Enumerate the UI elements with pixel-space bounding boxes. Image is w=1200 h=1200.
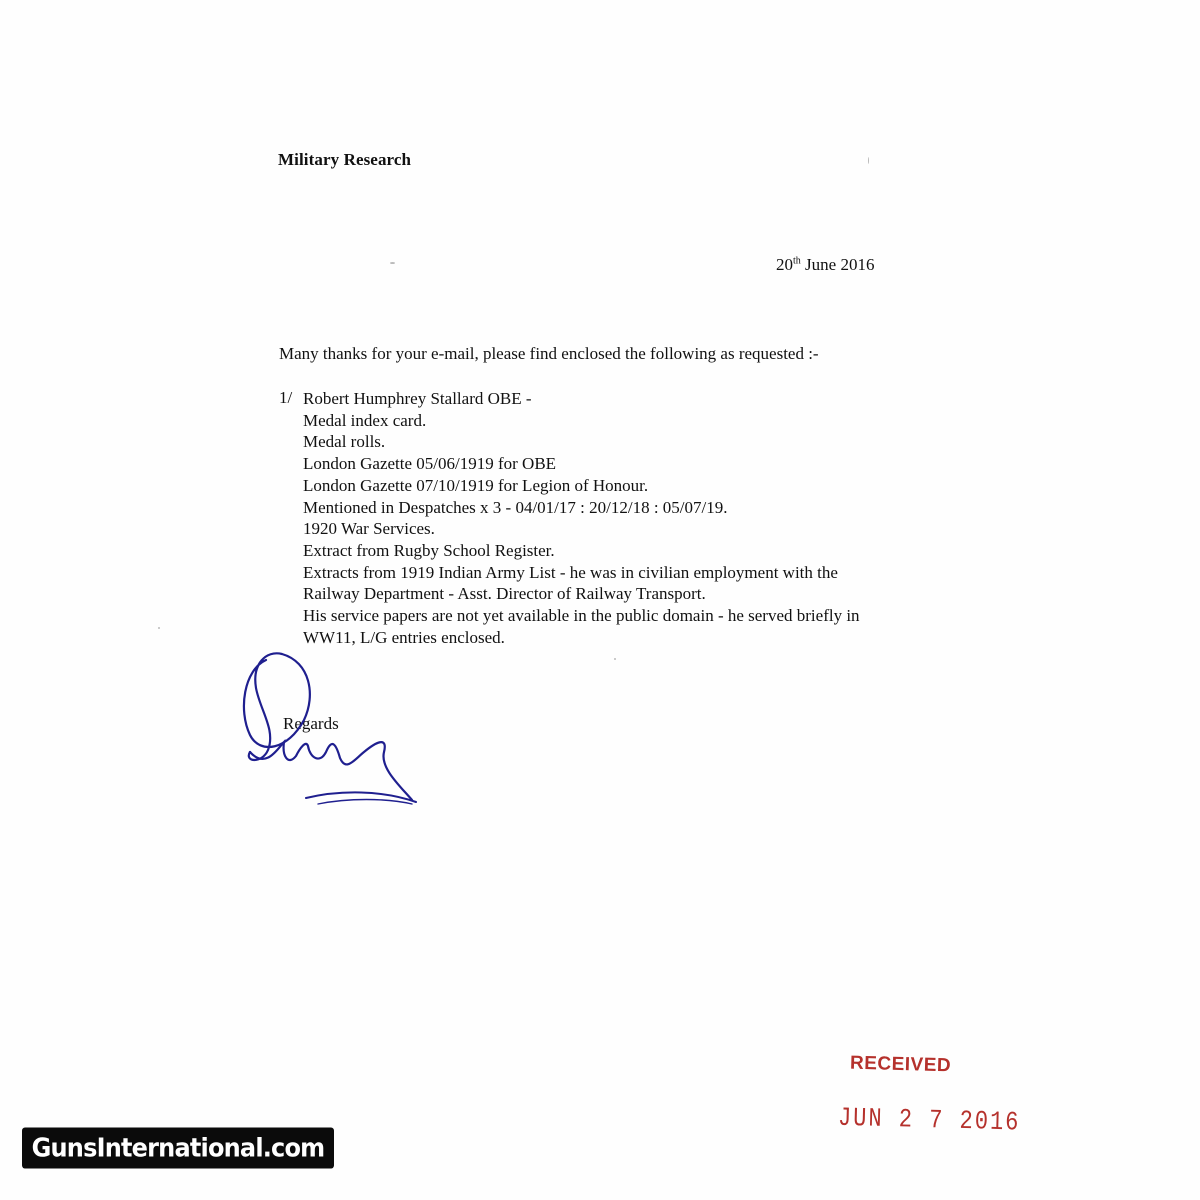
letter-date bbox=[776, 255, 874, 275]
list-item: Medal index card. bbox=[303, 410, 427, 430]
scan-speck bbox=[868, 157, 869, 164]
list-item: His service papers are not yet available in the public domain - he served briefly in bbox=[303, 606, 860, 626]
handwritten-signature bbox=[236, 640, 436, 820]
enclosure-list bbox=[303, 388, 923, 648]
list-item: 1920 War Services. bbox=[303, 519, 435, 539]
date-day: 20 bbox=[776, 255, 793, 274]
received-stamp: RECEIVED bbox=[849, 1052, 952, 1077]
list-item: London Gazette 07/10/1919 for Legion of Honour. bbox=[303, 475, 649, 495]
item-number: 1/ bbox=[279, 388, 293, 407]
letter-intro: Many thanks for your e-mail, please find enclosed the following as requested :- bbox=[279, 344, 819, 363]
list-item: Medal rolls. bbox=[303, 432, 386, 452]
received-date-stamp: JUN 2 7 2016 bbox=[837, 1103, 1021, 1138]
closing-regards: Regards bbox=[283, 714, 339, 733]
list-item: Robert Humphrey Stallard OBE - bbox=[303, 389, 532, 408]
scan-speck bbox=[390, 262, 395, 264]
list-item: Mentioned in Despatches x 3 - 04/01/17 : 20/12/18 : 05/07/19. bbox=[303, 497, 728, 517]
scan-speck bbox=[614, 658, 616, 660]
list-item: London Gazette 05/06/1919 for OBE bbox=[303, 454, 557, 474]
date-month-year: June 2016 bbox=[800, 255, 875, 274]
watermark-logo: GunsInternational.com bbox=[22, 1127, 334, 1168]
list-item: Railway Department - Asst. Director of Railway Transport. bbox=[303, 584, 706, 604]
list-item: Extract from Rugby School Register. bbox=[303, 540, 555, 560]
scan-speck bbox=[158, 627, 160, 629]
date-suffix: th bbox=[793, 255, 801, 267]
list-item: WW11, L/G entries enclosed. bbox=[303, 627, 505, 647]
letter-heading: Military Research bbox=[278, 150, 412, 169]
list-item: Extracts from 1919 Indian Army List - he was in civilian employment with the bbox=[303, 562, 838, 582]
